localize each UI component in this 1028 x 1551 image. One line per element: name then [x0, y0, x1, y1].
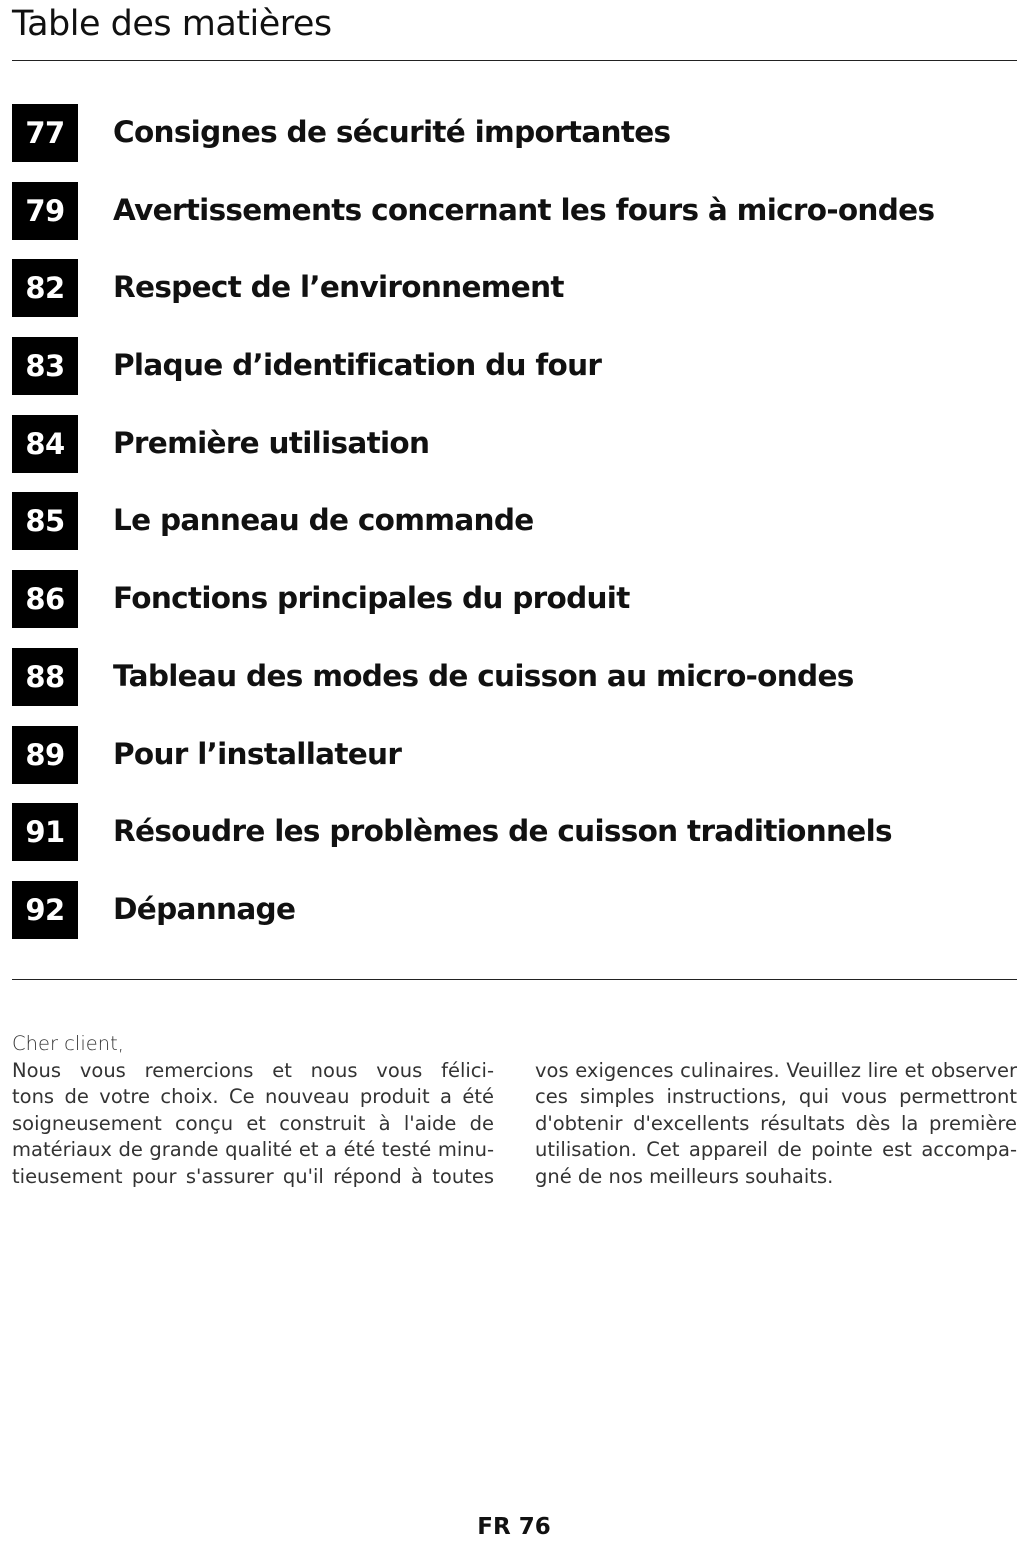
bottom-divider [12, 979, 1017, 980]
toc-page-number: 85 [12, 492, 78, 550]
toc-item[interactable] [12, 492, 1017, 550]
toc-entry-label: Consignes de sécurité importantes [113, 115, 671, 149]
toc-entry-label: Fonctions principales du produit [113, 581, 630, 616]
intro-text-line: ces simples instructions, qui vous permettront [535, 1085, 1017, 1109]
toc-item[interactable] [12, 104, 1017, 162]
toc-entry-label: Pour l’installateur [113, 736, 402, 771]
toc-page-number: 77 [12, 104, 78, 162]
toc-entry-label: Plaque d’identification du four [113, 348, 602, 383]
table-of-contents [12, 104, 1017, 959]
toc-item[interactable] [12, 259, 1017, 317]
intro-text-line: Nous vous remercions et nous vous félici- [12, 1059, 494, 1082]
toc-entry-label: Tableau des modes de cuisson au micro-ondes [113, 658, 854, 693]
toc-page-number: 86 [12, 570, 78, 628]
toc-entry-label: Avertissements concernant les fours à micro-ondes [113, 192, 935, 227]
toc-entry-label: Dépannage [113, 891, 296, 926]
toc-page-number: 84 [12, 415, 78, 473]
toc-item[interactable] [12, 337, 1017, 395]
toc-page-number: 83 [12, 337, 78, 395]
page-number-footer: FR 76 [477, 1514, 551, 1540]
intro-greeting: Cher client, [12, 1032, 124, 1055]
toc-page-number: 88 [12, 648, 78, 706]
intro-text-line: tieusement pour s'assurer qu'il répond à toutes [12, 1164, 494, 1188]
toc-item[interactable] [12, 182, 1017, 240]
intro-text-line: matériaux de grande qualité et a été testé minu- [12, 1138, 494, 1162]
toc-entry-label: Première utilisation [113, 425, 430, 460]
toc-item[interactable] [12, 570, 1017, 628]
top-divider [12, 60, 1017, 61]
toc-page-number: 91 [12, 803, 78, 861]
toc-page-number: 92 [12, 881, 78, 939]
intro-text-line: gné de nos meilleurs souhaits. [535, 1164, 834, 1188]
intro-text-line: soigneusement conçu et construit à l'aide de [12, 1111, 494, 1135]
toc-item[interactable] [12, 803, 1017, 861]
toc-item[interactable] [12, 726, 1017, 784]
toc-entry-label: Respect de l’environnement [113, 270, 564, 305]
intro-text-line: utilisation. Cet appareil de pointe est accompa- [535, 1138, 1017, 1162]
toc-page-number: 79 [12, 182, 78, 240]
toc-page-number: 89 [12, 726, 78, 784]
toc-entry-label: Le panneau de commande [113, 503, 534, 538]
toc-entry-label: Résoudre les problèmes de cuisson traditionnels [113, 814, 892, 849]
intro-text-line: d'obtenir d'excellents résultats dès la première [535, 1111, 1017, 1135]
intro-text-line: vos exigences culinaires. Veuillez lire et observer [535, 1059, 1017, 1082]
toc-item[interactable] [12, 881, 1017, 939]
intro-column-left [12, 1058, 494, 1190]
intro-text-line: tons de votre choix. Ce nouveau produit a été [12, 1085, 494, 1109]
toc-item[interactable] [12, 415, 1017, 473]
toc-page-number: 82 [12, 259, 78, 317]
page-title: Table des matières [12, 4, 332, 44]
toc-item[interactable] [12, 648, 1017, 706]
intro-column-right [535, 1058, 1017, 1190]
